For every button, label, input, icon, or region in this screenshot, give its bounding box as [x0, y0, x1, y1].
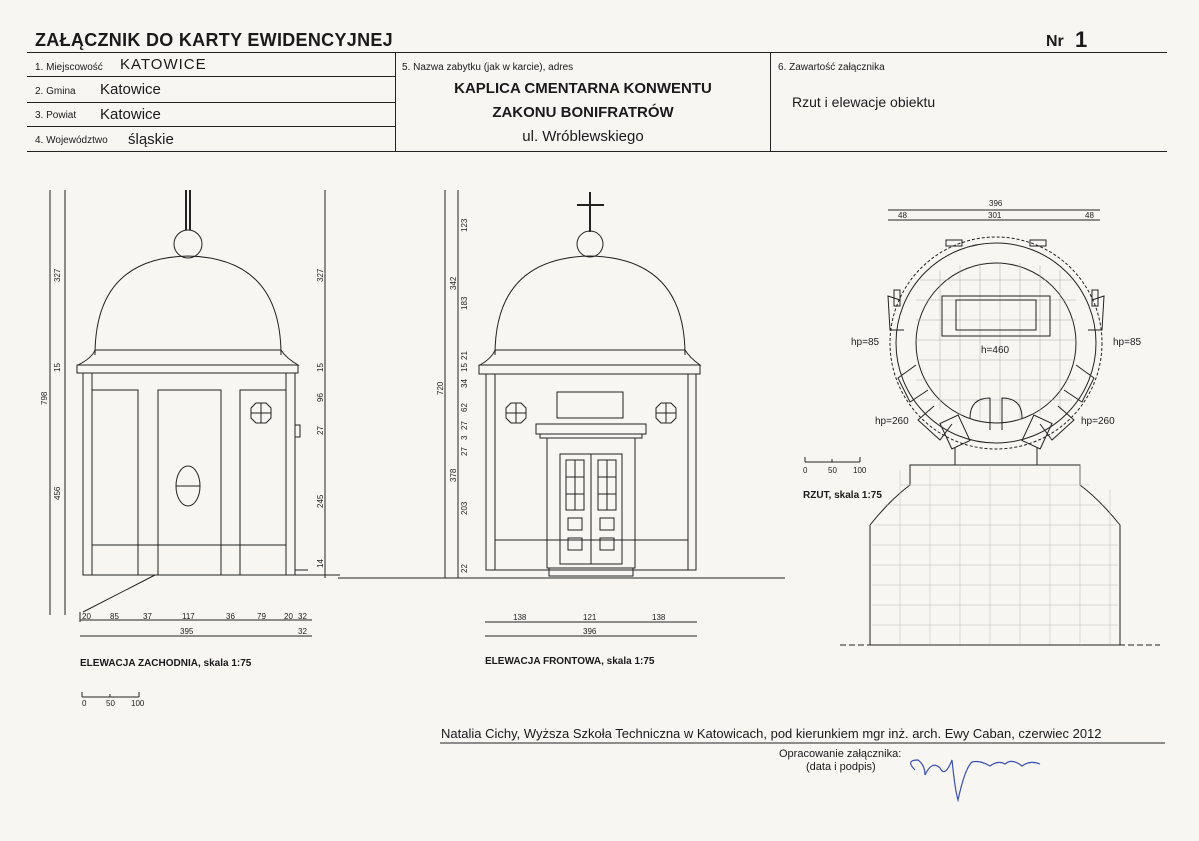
- front-dim-4: 21: [460, 351, 469, 360]
- zabytek-address: ul. Wróblewskiego: [522, 128, 644, 145]
- plan-view: [840, 210, 1160, 645]
- plan-dim-middle: 301: [988, 211, 1002, 220]
- zabytek-name-line2: ZAKONU BONIFRATRÓW: [492, 104, 674, 121]
- front-dim-bottom-1: 138: [513, 613, 527, 622]
- front-dim-2: 342: [449, 276, 458, 290]
- signature-scribble: [911, 760, 1040, 800]
- west-dim-left-1: 327: [53, 268, 62, 282]
- front-dim-bottom-2: 121: [583, 613, 597, 622]
- west-dim-bottom-4: 117: [182, 612, 195, 621]
- plan-label-h460: h=460: [981, 345, 1010, 356]
- plan-label-hp85-left: hp=85: [851, 337, 880, 348]
- field-value-miejscowosc: KATOWICE: [120, 56, 207, 73]
- plan-label-hp260-right: hp=260: [1081, 416, 1115, 427]
- west-dim-right-3: 96: [316, 393, 325, 402]
- field-label-gmina: 2. Gmina: [35, 86, 76, 97]
- field-value-gmina: Katowice: [100, 81, 161, 98]
- west-scale-0: 0: [82, 699, 87, 708]
- west-scale-100: 100: [131, 699, 145, 708]
- scale-bar-plan: [805, 457, 860, 462]
- west-dim-bottom-3: 37: [143, 612, 152, 621]
- field-label-zabytek: 5. Nazwa zabytku (jak w karcie), adres: [402, 62, 574, 73]
- west-dim-right-2: 15: [316, 363, 325, 372]
- west-dim-bottom-7: 20: [284, 612, 293, 621]
- west-elevation-caption: ELEWACJA ZACHODNIA, skala 1:75: [80, 658, 252, 669]
- west-dim-bottom-8: 32: [298, 612, 307, 621]
- document-title: ZAŁĄCZNIK DO KARTY EWIDENCYJNEJ: [35, 30, 393, 50]
- west-dim-bottom-2: 85: [110, 612, 119, 621]
- zabytek-name-line1: KAPLICA CMENTARNA KONWENTU: [454, 80, 712, 97]
- front-dim-9: 27: [460, 421, 469, 430]
- front-elevation-caption: ELEWACJA FRONTOWA, skala 1:75: [485, 656, 655, 667]
- west-dim-left-2: 15: [53, 363, 62, 372]
- west-dim-bottom-1: 20: [82, 612, 91, 621]
- front-dim-14: 22: [460, 564, 469, 573]
- plan-scale-100: 100: [853, 466, 867, 475]
- front-dim-12: 378: [449, 468, 458, 482]
- plan-label-hp85-right: hp=85: [1113, 337, 1142, 348]
- field-value-wojewodztwo: śląskie: [128, 131, 174, 148]
- plan-caption: RZUT, skala 1:75: [803, 490, 882, 501]
- west-dim-total-1: 395: [180, 627, 194, 636]
- front-elevation: [338, 190, 785, 636]
- west-dim-right-4: 27: [316, 426, 325, 435]
- plan-dim-right: 48: [1085, 211, 1094, 220]
- front-dim-5: 15: [460, 363, 469, 372]
- plan-label-hp260-left: hp=260: [875, 416, 909, 427]
- west-dim-bottom-5: 36: [226, 612, 235, 621]
- scale-bar-west: [82, 692, 139, 697]
- west-dim-left-4: 456: [53, 486, 62, 500]
- front-dim-8: 62: [460, 403, 469, 412]
- front-dim-bottom-3: 138: [652, 613, 666, 622]
- west-scale-50: 50: [106, 699, 115, 708]
- number-label: Nr: [1046, 33, 1064, 50]
- west-elevation: [50, 190, 340, 636]
- front-dim-13: 203: [460, 501, 469, 515]
- west-dim-right-6: 14: [316, 559, 325, 568]
- west-dim-bottom-6: 79: [257, 612, 266, 621]
- west-dim-total-2: 32: [298, 627, 307, 636]
- front-dim-10: 3: [460, 435, 469, 440]
- plan-dim-total: 396: [989, 199, 1003, 208]
- plan-scale-50: 50: [828, 466, 837, 475]
- field-label-miejscowosc: 1. Miejscowość: [35, 62, 103, 73]
- field-label-zawartosc: 6. Zawartość załącznika: [778, 62, 885, 73]
- field-value-zawartosc: Rzut i elewacje obiektu: [792, 94, 936, 110]
- front-dim-11: 27: [460, 447, 469, 456]
- west-dim-right-1: 327: [316, 268, 325, 282]
- field-label-wojewodztwo: 4. Województwo: [35, 135, 108, 146]
- front-dim-total: 396: [583, 627, 597, 636]
- field-value-powiat: Katowice: [100, 106, 161, 123]
- front-dim-7: 720: [436, 381, 445, 395]
- front-dim-3: 183: [460, 296, 469, 310]
- author-line: Natalia Cichy, Wyższa Szkoła Techniczna w Katowicach, pod kierunkiem mgr inż. arch. Ewy Caban, czerwiec 2012: [441, 726, 1102, 741]
- front-dim-1: 123: [460, 218, 469, 232]
- opracowanie-label: Opracowanie załącznika:: [779, 748, 902, 760]
- plan-scale-0: 0: [803, 466, 808, 475]
- west-dim-left-3: 798: [40, 391, 49, 405]
- front-dim-6: 34: [460, 379, 469, 388]
- data-podpis-label: (data i podpis): [806, 761, 876, 773]
- field-label-powiat: 3. Powiat: [35, 110, 77, 121]
- number-value: 1: [1075, 27, 1088, 52]
- plan-dim-left: 48: [898, 211, 907, 220]
- west-dim-right-5: 245: [316, 494, 325, 508]
